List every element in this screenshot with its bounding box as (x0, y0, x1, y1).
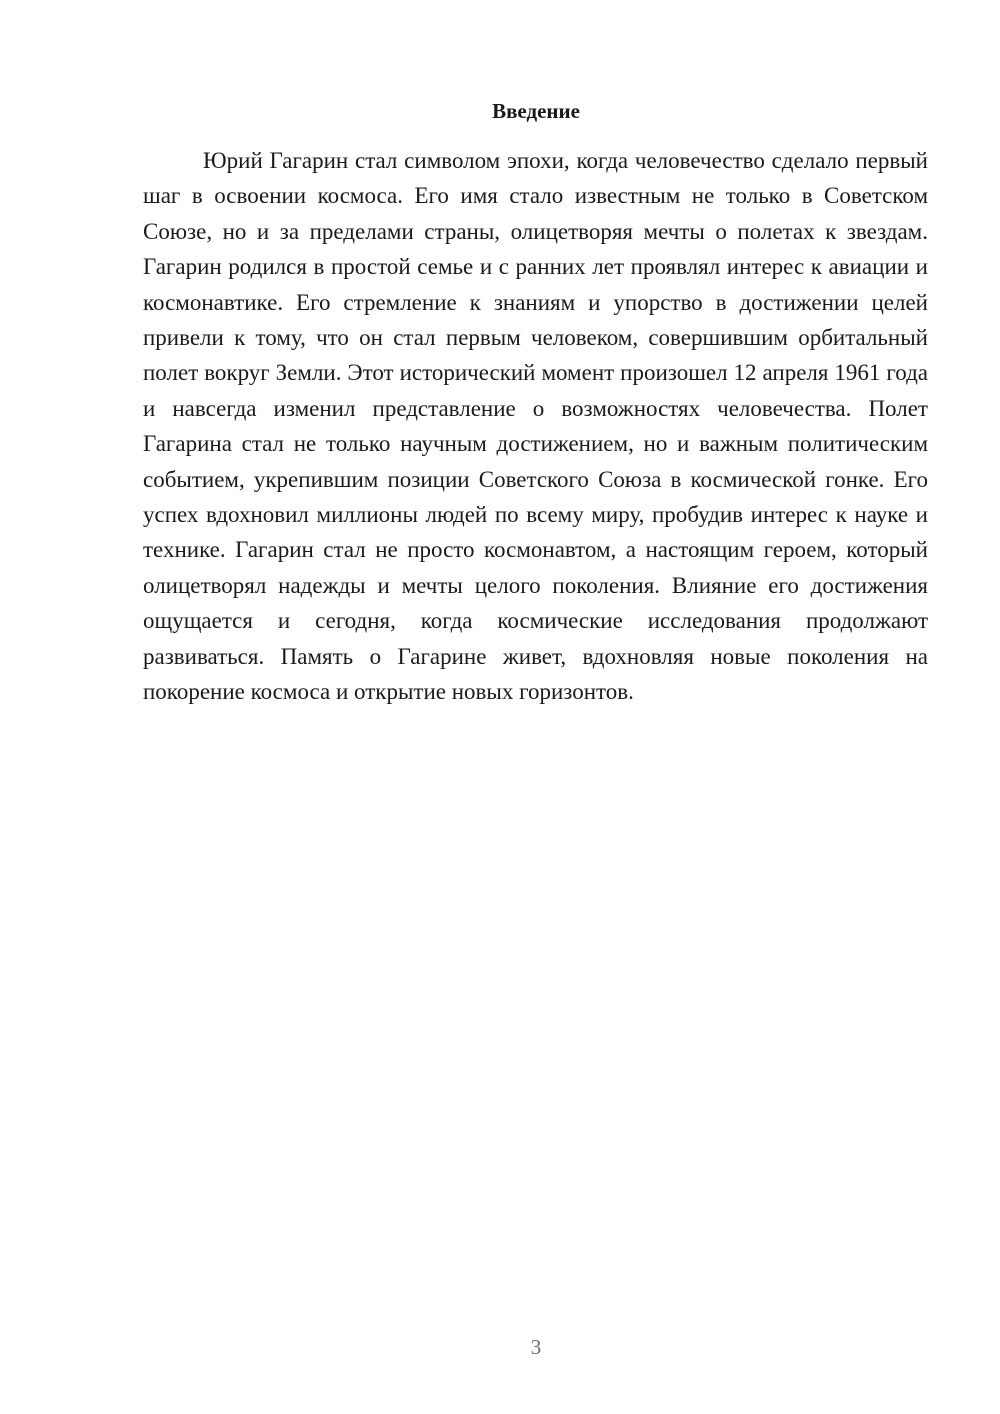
body-paragraph: Юрий Гагарин стал символом эпохи, когда человечество сделало первый шаг в освоении космоса. Его имя стало известным не только в Советском Союзе, но и за пределами страны, олицетворяя мечты о полетах к звездам. Гагарин родился в простой семье и с ранних лет проявлял интерес к авиации и космонавтике. Его стремление к знаниям и упорство в достижении целей привели к тому, что он стал первым человеком, совершившим орбитальный полет вокруг Земли. Этот исторический момент произошел 12 апреля 1961 года и навсегда изменил представление о возможностях человечества. Полет Гагарина стал не только научным достижением, но и важным политическим событием, укрепившим позиции Советского Союза в космической гонке. Его успех вдохновил миллионы людей по всему миру, пробудив интерес к науке и технике. Гагарин стал не просто космонавтом, а настоящим героем, который олицетворял надежды и мечты целого поколения. Влияние его достижения ощущается и сегодня, когда космические исследования продолжают развиваться. Память о Гагарине живет, вдохновляя новые поколения на покорение космоса и открытие новых горизонтов. (143, 148, 928, 705)
section-heading: Введение (492, 99, 580, 123)
page-number: 3 (530, 1335, 542, 1359)
